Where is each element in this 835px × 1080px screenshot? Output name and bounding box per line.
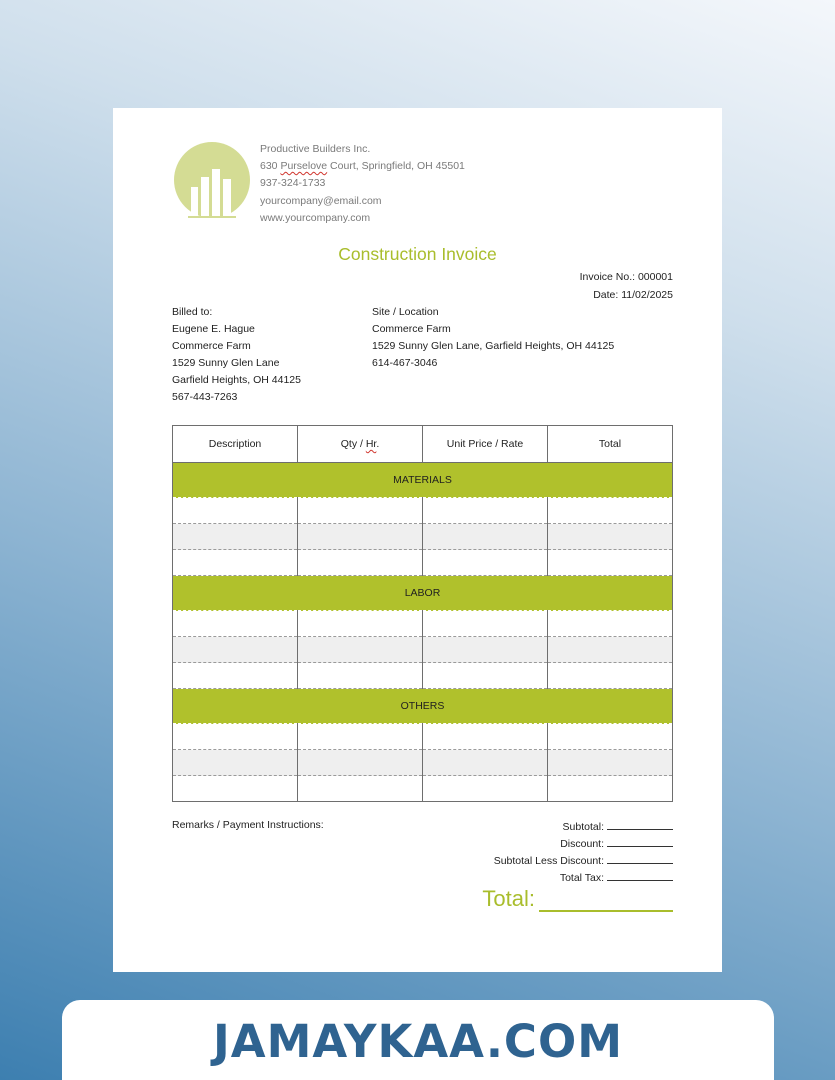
column-header-qty: Qty / Hr.	[298, 426, 423, 463]
table-cell[interactable]	[173, 750, 298, 776]
table-cell[interactable]	[173, 611, 298, 637]
table-cell[interactable]	[548, 524, 673, 550]
total-tax-blank[interactable]	[607, 870, 673, 881]
discount-line	[494, 836, 673, 853]
total-tax-label: Total Tax:	[559, 872, 604, 884]
table-header-row	[173, 426, 673, 463]
table-cell[interactable]	[423, 498, 548, 524]
table-cell[interactable]	[298, 611, 423, 637]
billed-to-company: Commerce Farm	[172, 340, 251, 353]
table-row	[173, 524, 673, 550]
table-cell[interactable]	[298, 750, 423, 776]
table-cell[interactable]	[548, 550, 673, 576]
site-label: Site / Location	[372, 306, 439, 318]
table-row	[173, 724, 673, 750]
watermark-banner	[62, 1000, 774, 1080]
billed-to-street: 1529 Sunny Glen Lane	[172, 357, 280, 370]
subtotal-less-discount-label: Subtotal Less Discount:	[493, 855, 604, 867]
invoice-page	[113, 108, 722, 972]
table-cell[interactable]	[423, 663, 548, 689]
totals-block	[494, 819, 673, 887]
section-label: MATERIALS	[173, 463, 673, 498]
table-cell[interactable]	[423, 724, 548, 750]
invoice-items-table	[172, 425, 673, 802]
table-cell[interactable]	[548, 724, 673, 750]
table-cell[interactable]	[298, 498, 423, 524]
section-row-labor	[173, 576, 673, 611]
table-row	[173, 611, 673, 637]
subtotal-blank[interactable]	[607, 819, 673, 830]
table-row	[173, 663, 673, 689]
table-cell[interactable]	[173, 550, 298, 576]
company-phone: 937-324-1733	[260, 177, 326, 190]
section-row-materials	[173, 463, 673, 498]
section-label: OTHERS	[173, 689, 673, 724]
table-cell[interactable]	[173, 498, 298, 524]
table-cell[interactable]	[548, 663, 673, 689]
table-cell[interactable]	[423, 550, 548, 576]
table-cell[interactable]	[548, 611, 673, 637]
company-email: yourcompany@email.com	[260, 194, 382, 207]
table-cell[interactable]	[423, 637, 548, 663]
table-row	[173, 637, 673, 663]
column-header-total: Total	[548, 426, 673, 463]
billed-to-block	[172, 304, 301, 407]
invoice-date: Date: 11/02/2025	[593, 289, 673, 301]
discount-blank[interactable]	[607, 836, 673, 847]
table-cell[interactable]	[173, 776, 298, 802]
total-tax-line	[494, 870, 673, 887]
site-location-block	[372, 304, 614, 372]
table-cell[interactable]	[173, 663, 298, 689]
remarks-label: Remarks / Payment Instructions:	[172, 819, 324, 831]
grand-total-label: Total:	[482, 886, 535, 911]
table-cell[interactable]	[298, 724, 423, 750]
discount-label: Discount:	[560, 838, 604, 850]
table-cell[interactable]	[298, 524, 423, 550]
table-cell[interactable]	[173, 724, 298, 750]
table-cell[interactable]	[298, 550, 423, 576]
subtotal-line	[494, 819, 673, 836]
invoice-meta	[580, 268, 673, 304]
billed-to-label: Billed to:	[172, 306, 213, 318]
table-cell[interactable]	[423, 776, 548, 802]
billed-to-phone: 567-443-7263	[172, 391, 238, 404]
subtotal-label: Subtotal:	[562, 821, 604, 833]
table-row	[173, 776, 673, 802]
site-name: Commerce Farm	[372, 323, 451, 336]
table-cell[interactable]	[423, 750, 548, 776]
table-cell[interactable]	[548, 750, 673, 776]
grand-total	[482, 886, 673, 912]
table-cell[interactable]	[548, 776, 673, 802]
table-cell[interactable]	[298, 776, 423, 802]
billed-to-city: Garfield Heights, OH 44125	[172, 374, 301, 387]
section-label: LABOR	[173, 576, 673, 611]
company-name: Productive Builders Inc.	[260, 143, 371, 155]
column-header-description: Description	[173, 426, 298, 463]
table-cell[interactable]	[548, 498, 673, 524]
building-logo-icon	[174, 142, 250, 218]
table-cell[interactable]	[423, 524, 548, 550]
subtotal-less-discount-blank[interactable]	[607, 853, 673, 864]
invoice-number: Invoice No.: 000001	[579, 271, 673, 283]
table-cell[interactable]	[298, 663, 423, 689]
watermark-text: JAMAYKAA.COM	[213, 1015, 623, 1068]
table-cell[interactable]	[173, 637, 298, 663]
table-cell[interactable]	[548, 637, 673, 663]
billed-to-name: Eugene E. Hague	[172, 323, 255, 336]
subtotal-less-discount-line	[494, 853, 673, 870]
section-row-others	[173, 689, 673, 724]
table-cell[interactable]	[423, 611, 548, 637]
table-cell[interactable]	[173, 524, 298, 550]
table-row	[173, 750, 673, 776]
table-row	[173, 498, 673, 524]
company-address: 630 Purselove Court, Springfield, OH 45501	[260, 160, 465, 173]
table-cell[interactable]	[298, 637, 423, 663]
company-website: www.yourcompany.com	[260, 211, 371, 224]
site-address: 1529 Sunny Glen Lane, Garfield Heights, OH 44125	[372, 340, 615, 353]
document-title: Construction Invoice	[338, 244, 497, 264]
site-phone: 614-467-3046	[372, 357, 438, 370]
table-row	[173, 550, 673, 576]
column-header-unit-price: Unit Price / Rate	[423, 426, 548, 463]
company-info	[260, 141, 465, 227]
grand-total-blank[interactable]	[539, 888, 673, 912]
